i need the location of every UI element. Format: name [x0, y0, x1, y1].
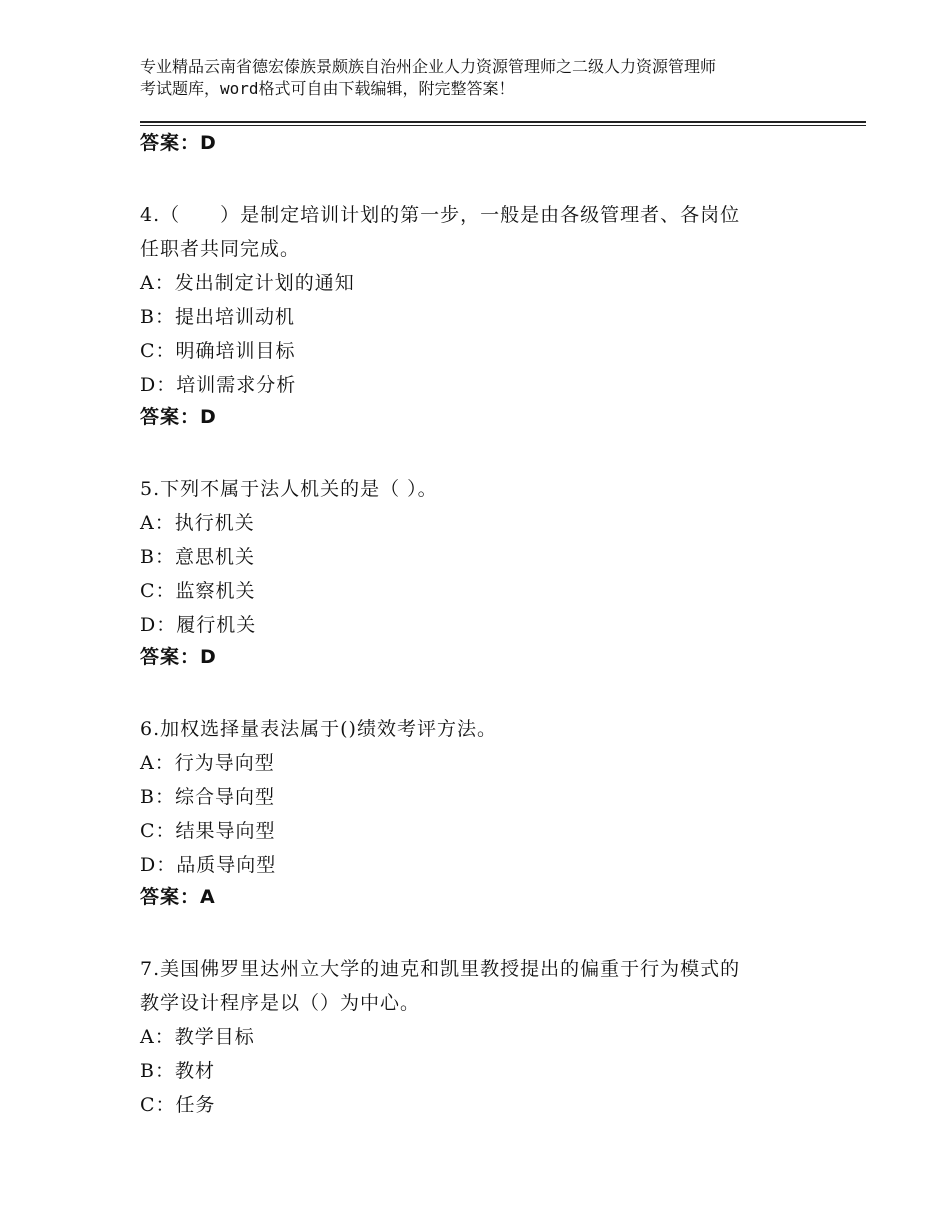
- question-4-text-line-1: 4.（ ）是制定培训计划的第一步，一般是由各级管理者、各岗位: [140, 204, 741, 226]
- question-6-option-c: C：结果导向型: [140, 820, 276, 842]
- question-7-text-line-2: 教学设计程序是以（）为中心。: [140, 992, 421, 1014]
- question-4-option-c: C：明确培训目标: [140, 340, 296, 362]
- question-4-text-line-2: 任职者共同完成。: [140, 238, 301, 260]
- question-5-option-b: B：意思机关: [140, 546, 255, 568]
- question-5-answer: 答案：D: [140, 646, 217, 668]
- question-4-text: [140, 198, 820, 266]
- question-7-option-b: B：教材: [140, 1060, 215, 1082]
- question-7-text: [140, 952, 820, 1020]
- question-4-option-a: A：发出制定计划的通知: [140, 272, 355, 294]
- question-4-option-d: D：培训需求分析: [140, 374, 297, 396]
- question-5: [140, 472, 820, 676]
- question-content: [140, 128, 820, 1122]
- question-6-text: [140, 712, 820, 746]
- question-7-option-a: A：教学目标: [140, 1026, 255, 1048]
- question-6: [140, 712, 820, 916]
- question-6-option-a: A：行为导向型: [140, 752, 275, 774]
- answer-previous: 答案：D: [140, 132, 217, 154]
- question-4: [140, 198, 820, 436]
- question-6-text-line-1: 6.加权选择量表法属于()绩效考评方法。: [140, 718, 497, 740]
- question-6-option-b: B：综合导向型: [140, 786, 275, 808]
- document-header: [140, 56, 830, 100]
- question-4-option-b: B：提出培训动机: [140, 306, 295, 328]
- question-6-option-d: D：品质导向型: [140, 854, 277, 876]
- question-5-text: [140, 472, 820, 506]
- question-5-option-a: A：执行机关: [140, 512, 255, 534]
- question-7-option-c: C：任务: [140, 1094, 216, 1116]
- header-title-line-2: 考试题库，word格式可自由下载编辑，附完整答案！: [140, 79, 515, 98]
- header-rule-thick: [140, 121, 866, 123]
- question-7: [140, 952, 820, 1122]
- question-4-answer: 答案：D: [140, 406, 217, 428]
- question-5-option-d: D：履行机关: [140, 614, 257, 636]
- header-rule-thin: [140, 125, 866, 126]
- question-5-text-line-1: 5.下列不属于法人机关的是（ ）。: [140, 478, 438, 500]
- header-title-line-1: 专业精品云南省德宏傣族景颇族自治州企业人力资源管理师之二级人力资源管理师: [140, 57, 717, 76]
- question-7-text-line-1: 7.美国佛罗里达州立大学的迪克和凯里教授提出的偏重于行为模式的: [140, 958, 741, 980]
- question-6-answer: 答案：A: [140, 886, 216, 908]
- question-5-option-c: C：监察机关: [140, 580, 256, 602]
